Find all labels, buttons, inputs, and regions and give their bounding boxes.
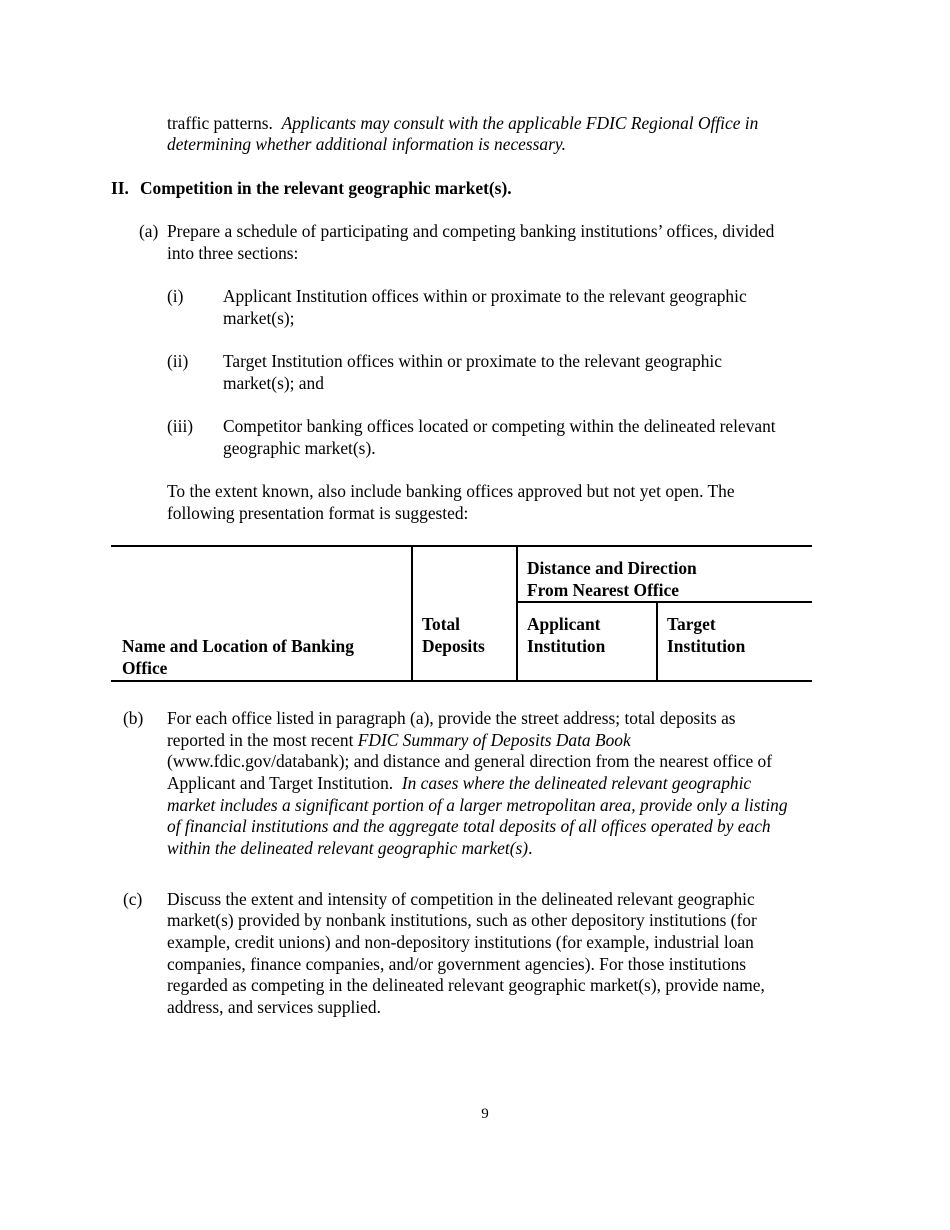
para-a-marker: (a) <box>139 221 159 241</box>
table-divider-3 <box>656 602 658 681</box>
table-top-rule <box>111 545 812 547</box>
sublist-item-i-line-2: market(s); <box>223 308 295 328</box>
section-number: II. <box>111 178 129 198</box>
intro-line-1 <box>167 113 758 135</box>
section-heading: Competition in the relevant geographic market(s). <box>140 178 512 198</box>
para-b-line-2-plain: reported in the most recent <box>167 730 354 750</box>
table-bottom-rule <box>111 680 812 682</box>
note-line-2: following presentation format is suggested: <box>167 503 469 523</box>
page-number: 9 <box>481 1106 489 1122</box>
para-b-line-7 <box>167 838 532 860</box>
sublist-item-i-line-1: Applicant Institution offices within or proximate to the relevant geographic <box>223 286 747 306</box>
para-b-line-4 <box>167 773 751 795</box>
intro-italic-2: determining whether additional information is necessary. <box>167 134 566 154</box>
col-header-target-line-1: Target <box>667 614 716 634</box>
group-header-line-2: From Nearest Office <box>527 580 679 600</box>
para-a-line-2: into three sections: <box>167 243 299 263</box>
para-b-line-3: (www.fdic.gov/databank); and distance and general direction from the nearest office of <box>167 751 773 771</box>
para-b-line-5: market includes a significant portion of a larger metropolitan area, provide only a listing <box>167 795 788 815</box>
para-c-line-1: Discuss the extent and intensity of competition in the delineated relevant geographic <box>167 889 755 909</box>
group-header-line-1: Distance and Direction <box>527 558 697 578</box>
para-c-line-4: companies, finance companies, and/or government agencies). For those institutions <box>167 954 747 974</box>
para-c-line-6: address, and services supplied. <box>167 997 381 1017</box>
col-header-name-line-2: Office <box>122 658 168 678</box>
para-b-line-2 <box>167 730 631 752</box>
col-header-target-line-2: Institution <box>667 636 746 656</box>
para-c-line-5: regarded as competing in the delineated relevant geographic market(s), provide name, <box>167 975 765 995</box>
sublist-item-iii-line-1: Competitor banking offices located or competing within the delineated relevant <box>223 416 776 436</box>
sublist-item-iii-line-2: geographic market(s). <box>223 438 376 458</box>
intro-plain: traffic patterns. <box>167 113 273 133</box>
para-b-line-4-italic: In cases where the delineated relevant geographic <box>401 773 752 793</box>
sublist-marker-i: (i) <box>167 286 184 306</box>
para-c-marker: (c) <box>123 889 143 909</box>
col-header-deposits-line-2: Deposits <box>422 636 485 656</box>
col-header-applicant-line-1: Applicant <box>527 614 601 634</box>
para-a-line-1: Prepare a schedule of participating and competing banking institutions’ offices, divided <box>167 221 775 241</box>
table-divider-2 <box>516 546 518 681</box>
sublist-item-ii-line-2: market(s); and <box>223 373 324 393</box>
col-header-deposits-line-1: Total <box>422 614 461 634</box>
para-b-line-7-italic: within the delineated relevant geographic market(s) <box>167 838 529 858</box>
para-c-line-2: market(s) provided by nonbank institutions, such as other depository institutions (for <box>167 910 757 930</box>
sublist-item-ii-line-1: Target Institution offices within or proximate to the relevant geographic <box>223 351 722 371</box>
sublist-marker-iii: (iii) <box>167 416 194 436</box>
col-header-applicant-line-2: Institution <box>527 636 606 656</box>
note-line-1: To the extent known, also include banking offices approved but not yet open. The <box>167 481 735 501</box>
para-b-marker: (b) <box>123 708 144 728</box>
sod-data-book-title: FDIC Summary of Deposits Data Book <box>357 730 631 750</box>
col-header-name-line-1: Name and Location of Banking <box>122 636 354 656</box>
para-b-line-1: For each office listed in paragraph (a), provide the street address; total deposits as <box>167 708 736 728</box>
table-divider-1 <box>411 546 413 681</box>
intro-italic-1: Applicants may consult with the applicable FDIC Regional Office in <box>281 113 759 133</box>
para-b-line-6: of financial institutions and the aggregate total deposits of all offices operated by each <box>167 816 771 836</box>
para-b-line-7-end: . <box>528 838 533 858</box>
para-c-line-3: example, credit unions) and non-depository institutions (for example, industrial loan <box>167 932 754 952</box>
para-b-line-4-plain: Applicant and Target Institution. <box>167 773 394 793</box>
sublist-marker-ii: (ii) <box>167 351 189 371</box>
